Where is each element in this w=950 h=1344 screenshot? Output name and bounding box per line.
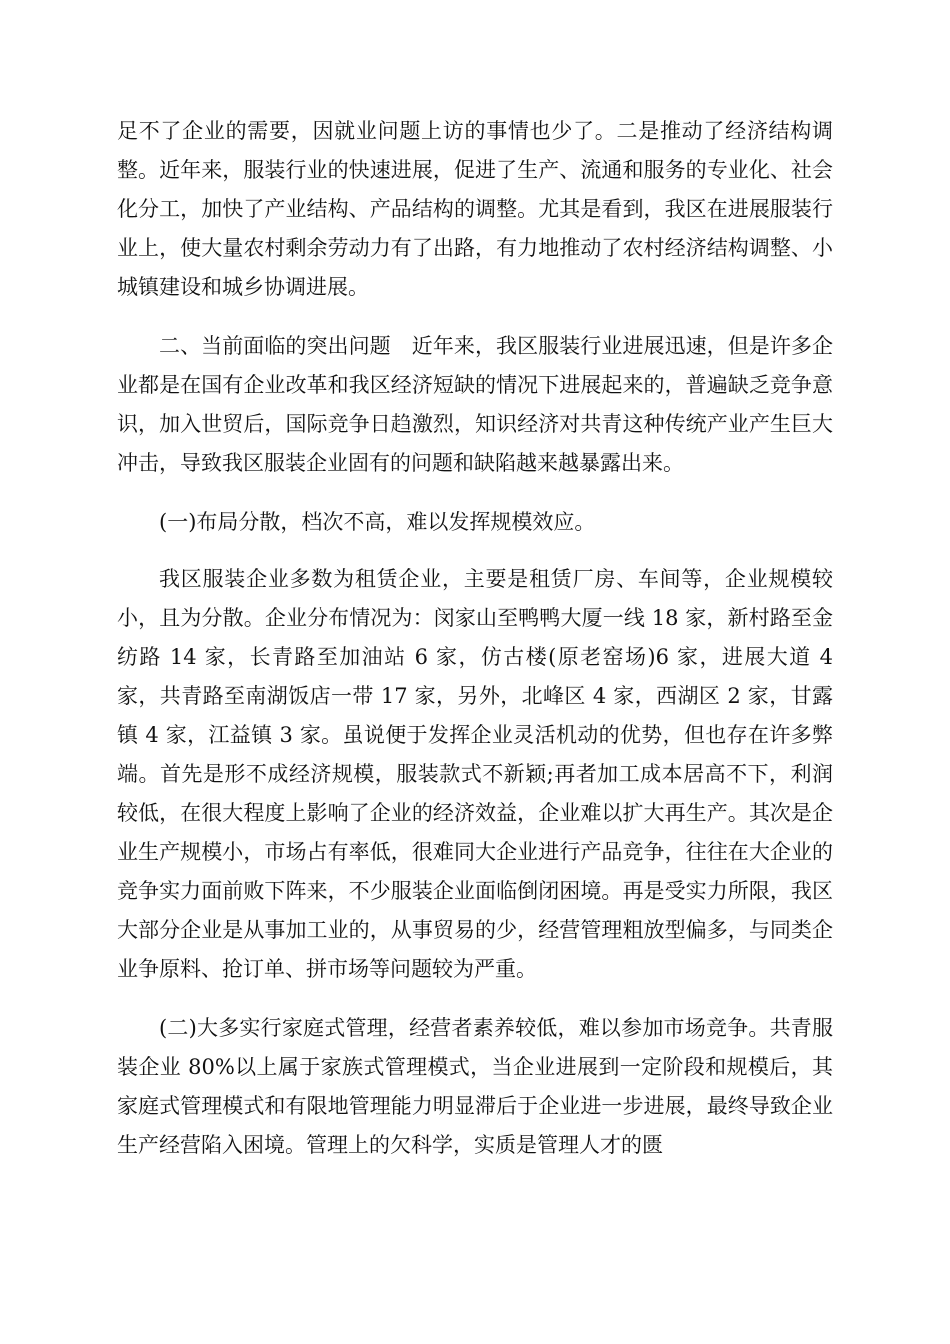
paragraph-continuation: 足不了企业的需要，因就业问题上访的事情也少了。二是推动了经济结构调整。近年来，服装行业的快速进展，促进了生产、流通和服务的专业化、社会化分工，加快了产业结构、产品结构的调整。尤其是看到，我区在进展服装行业上，使大量农村剩余劳动力有了出路，有力地推动了农村经济结构调整、小城镇建设和城乡协调进展。: [117, 119, 833, 299]
document-body: [117, 112, 833, 1185]
paragraph-heading-two: (二)大多实行家庭式管理，经营者素养较低，难以参加市场竞争。共青服装企业 80%以上属于家族式管理模式，当企业进展到一定阶段和规模后，其家庭式管理模式和有限地管理能力明显滞后于企业进一步进展，最终导致企业生产经营陷入困境。管理上的欠科学，实质是管理人才的匮: [117, 1016, 833, 1157]
paragraph-layout-details: 我区服装企业多数为租赁企业，主要是租赁厂房、车间等，企业规模较小，且为分散。企业分布情况为：闵家山至鸭鸭大厦一线 18 家，新村路至金纺路 14 家，长青路至加油站 6 家，仿古楼(原老窑场)6 家，进展大道 4 家，共青路至南湖饭店一带 17 家，另外，北峰区 4 家，西湖区 2 家，甘露镇 4 家，江益镇 3 家。虽说便于发挥企业灵活机动的优势，但也存在许多弊端。首先是形不成经济规模，服装款式不新颖;再者加工成本居高不下，利润较低，在很大程度上影响了企业的经济效益，企业难以扩大再生产。其次是企业生产规模小，市场占有率低，很难同大企业进行产品竞争，往往在大企业的竞争实力面前败下阵来，不少服装企业面临倒闭困境。再是受实力所限，我区大部分企业是从事加工业的，从事贸易的少，经营管理粗放型偏多，与同类企业争原料、抢订单、拼市场等问题较为严重。: [117, 567, 833, 981]
paragraph-heading-one: (一)布局分散，档次不高，难以发挥规模效应。: [159, 510, 596, 534]
paragraph-section-two: 二、当前面临的突出问题 近年来，我区服装行业进展迅速，但是许多企业都是在国有企业改革和我区经济短缺的情况下进展起来的，普遍缺乏竞争意识，加入世贸后，国际竞争日趋激烈，知识经济对共青这种传统产业产生巨大冲击，导致我区服装企业固有的问题和缺陷越来越暴露出来。: [117, 334, 833, 475]
